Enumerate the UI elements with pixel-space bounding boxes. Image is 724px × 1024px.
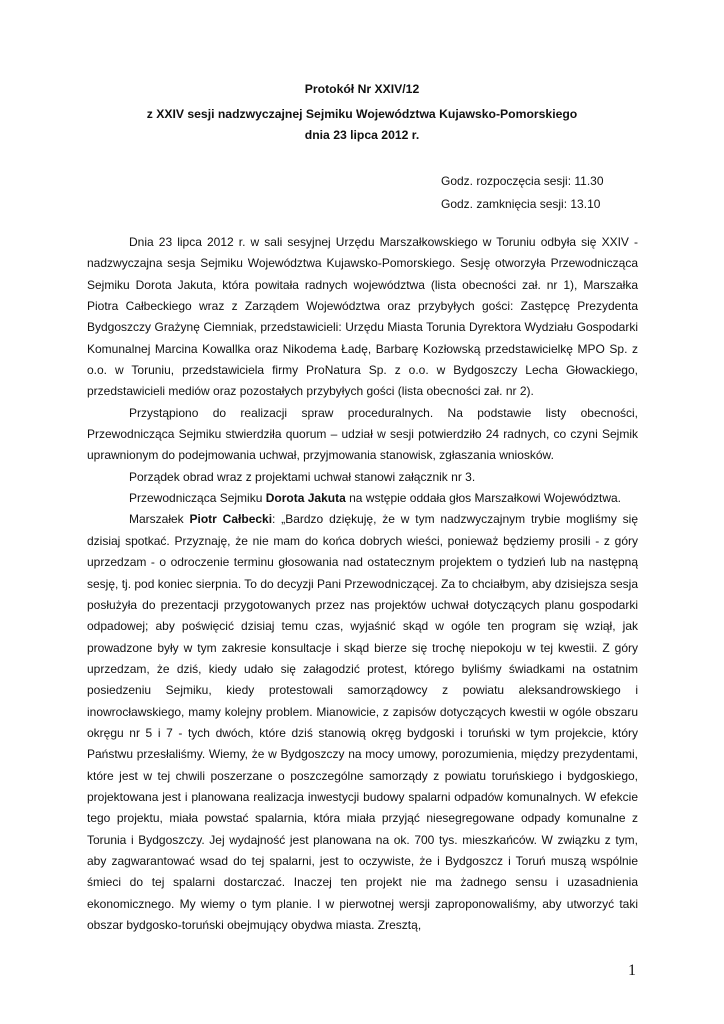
- session-end-time: Godz. zamknięcia sesji: 13.10: [441, 197, 601, 211]
- paragraph-procedural: Przystąpiono do realizacji spraw proceduralnych. Na podstawie listy obecności, Przewodnicząca Sejmiku stwierdziła quorum – udział w sesji potwierdziło 24 radnych, co czyni Sejmik uprawnionym do podejmowania uchwał, przyjmowania stanowisk, zgłaszania wniosków.: [87, 405, 638, 463]
- marshal-intro: Marszałek: [129, 512, 190, 527]
- chair-name: Dorota Jakuta: [265, 491, 346, 506]
- paragraph-chair: [87, 488, 638, 509]
- page-number: 1: [628, 962, 636, 979]
- protocol-subtitle: z XXIV sesji nadzwyczajnej Sejmiku Województwa Kujawsko-Pomorskiego: [146, 107, 578, 121]
- marshal-speech-text: : „Bardzo dziękuję, że w tym nadzwyczajnym trybie mogliśmy się dzisiaj spotkać. Przyznaję, że nie mam do końca dobrych wieści, ponieważ będziemy prosili - z góry uprzedzam - o odroczenie terminu głosowania nad ostatecznym projektem o tydzień lub na następną sesję, tj. pod koniec sierpnia. To do decyzji Pani Przewodniczącej. Za to chciałbym, aby dzisiejsza sesja posłużyła do prezentacji przygotowanych przez nas projektów uchwał dotyczących planu gospodarki odpadowej; aby poświęcić dzisiaj temu czas, wyjaśnić skąd w ogóle ten program się wziął, jak prowadzone były w tym zakresie konsultacje i skąd bierze się trochę niepokoju w tej kwestii. Z góry uprzedzam, że dziś, kiedy udało się załagodzić protest, którego byliśmy świadkami na ostatnim posiedzeniu Sejmiku, kiedy protestowali samorządowcy z powiatu aleksandrowskiego i inowrocławskiego, mamy kolejny problem. Mianowicie, z zapisów dotyczących kwestii w ogóle obszaru okręgu nr 5 i 7 - tych dwóch, które dziś stanowią okręg bydgoski i toruński w tym projekcie, który Państwu przesłaliśmy. Wiemy, że w Bydgoszczy na mocy umowy, porozumienia, między prezydentami, które jest w tej chwili poszerzane o poszczególne samorządy z powiatu toruńskiego i bydgoskiego, projektowana jest i planowana realizacja inwestycji budowy spalarni odpadów komunalnych. W efekcie tego projektu, miała powstać spalarnia, która miała przyjąć niesegregowane odpady komunalne z Torunia i Bydgoszczy. Jej wydajność jest planowana na ok. 700 tys. mieszkańców. W związku z tym, aby zagwarantować wsad do tej spalarni, jest to oczywiste, że i Bydgoszcz i Toruń muszą wspólnie śmieci do tej spalarni dostarczać. Inaczej ten projekt nie ma żadnego sensu i uzasadnienia ekonomicznego. My wiemy o tym planie. I w pierwotnej wersji zaproponowaliśmy, aby utworzyć taki obszar bydgosko-toruński obejmujący obydwa miasta. Zresztą,: [87, 512, 638, 932]
- protocol-title: Protokół Nr XXIV/12: [304, 82, 420, 96]
- session-times: [441, 170, 604, 216]
- chair-intro: Przewodnicząca Sejmiku: [129, 491, 266, 506]
- marshal-name: Piotr Całbecki: [189, 512, 273, 527]
- session-start-time: Godz. rozpoczęcia sesji: 11.30: [441, 174, 604, 188]
- paragraph-marshal-speech: [87, 509, 638, 936]
- paragraph-opening: Dnia 23 lipca 2012 r. w sali sesyjnej Urzędu Marszałkowskiego w Toruniu odbyła się XXIV - nadzwyczajna sesja Sejmiku Województwa Kujawsko-Pomorskiego. Sesję otworzyła Przewodnicząca Sejmiku Dorota Jakuta, która powitała radnych województwa (lista obecności zał. nr 1), Marszałka Piotra Całbeckiego wraz z Zarządem Województwa oraz przybyłych gości: Zastępcę Prezydenta Bydgoszczy Grażynę Ciemniak, przedstawicieli: Urzędu Miasta Torunia Dyrektora Wydziału Gospodarki Komunalnej Marcina Kowallka oraz Nikodema Ładę, Barbarę Kozłowską przedstawicielkę MPO Sp. z o.o. w Toruniu, przedstawiciela firmy ProNatura Sp. z o.o. w Bydgoszczy Lecha Głowackiego, przedstawicieli mediów oraz pozostałych przybyłych gości (lista obecności zał. nr 2).: [87, 235, 638, 399]
- document-body: [87, 232, 638, 936]
- chair-text: na wstępie oddała głos Marszałkowi Województwa.: [345, 491, 622, 506]
- protocol-date: dnia 23 lipca 2012 r.: [304, 128, 420, 142]
- paragraph-agenda: Porządek obrad wraz z projektami uchwał stanowi załącznik nr 3.: [129, 469, 476, 484]
